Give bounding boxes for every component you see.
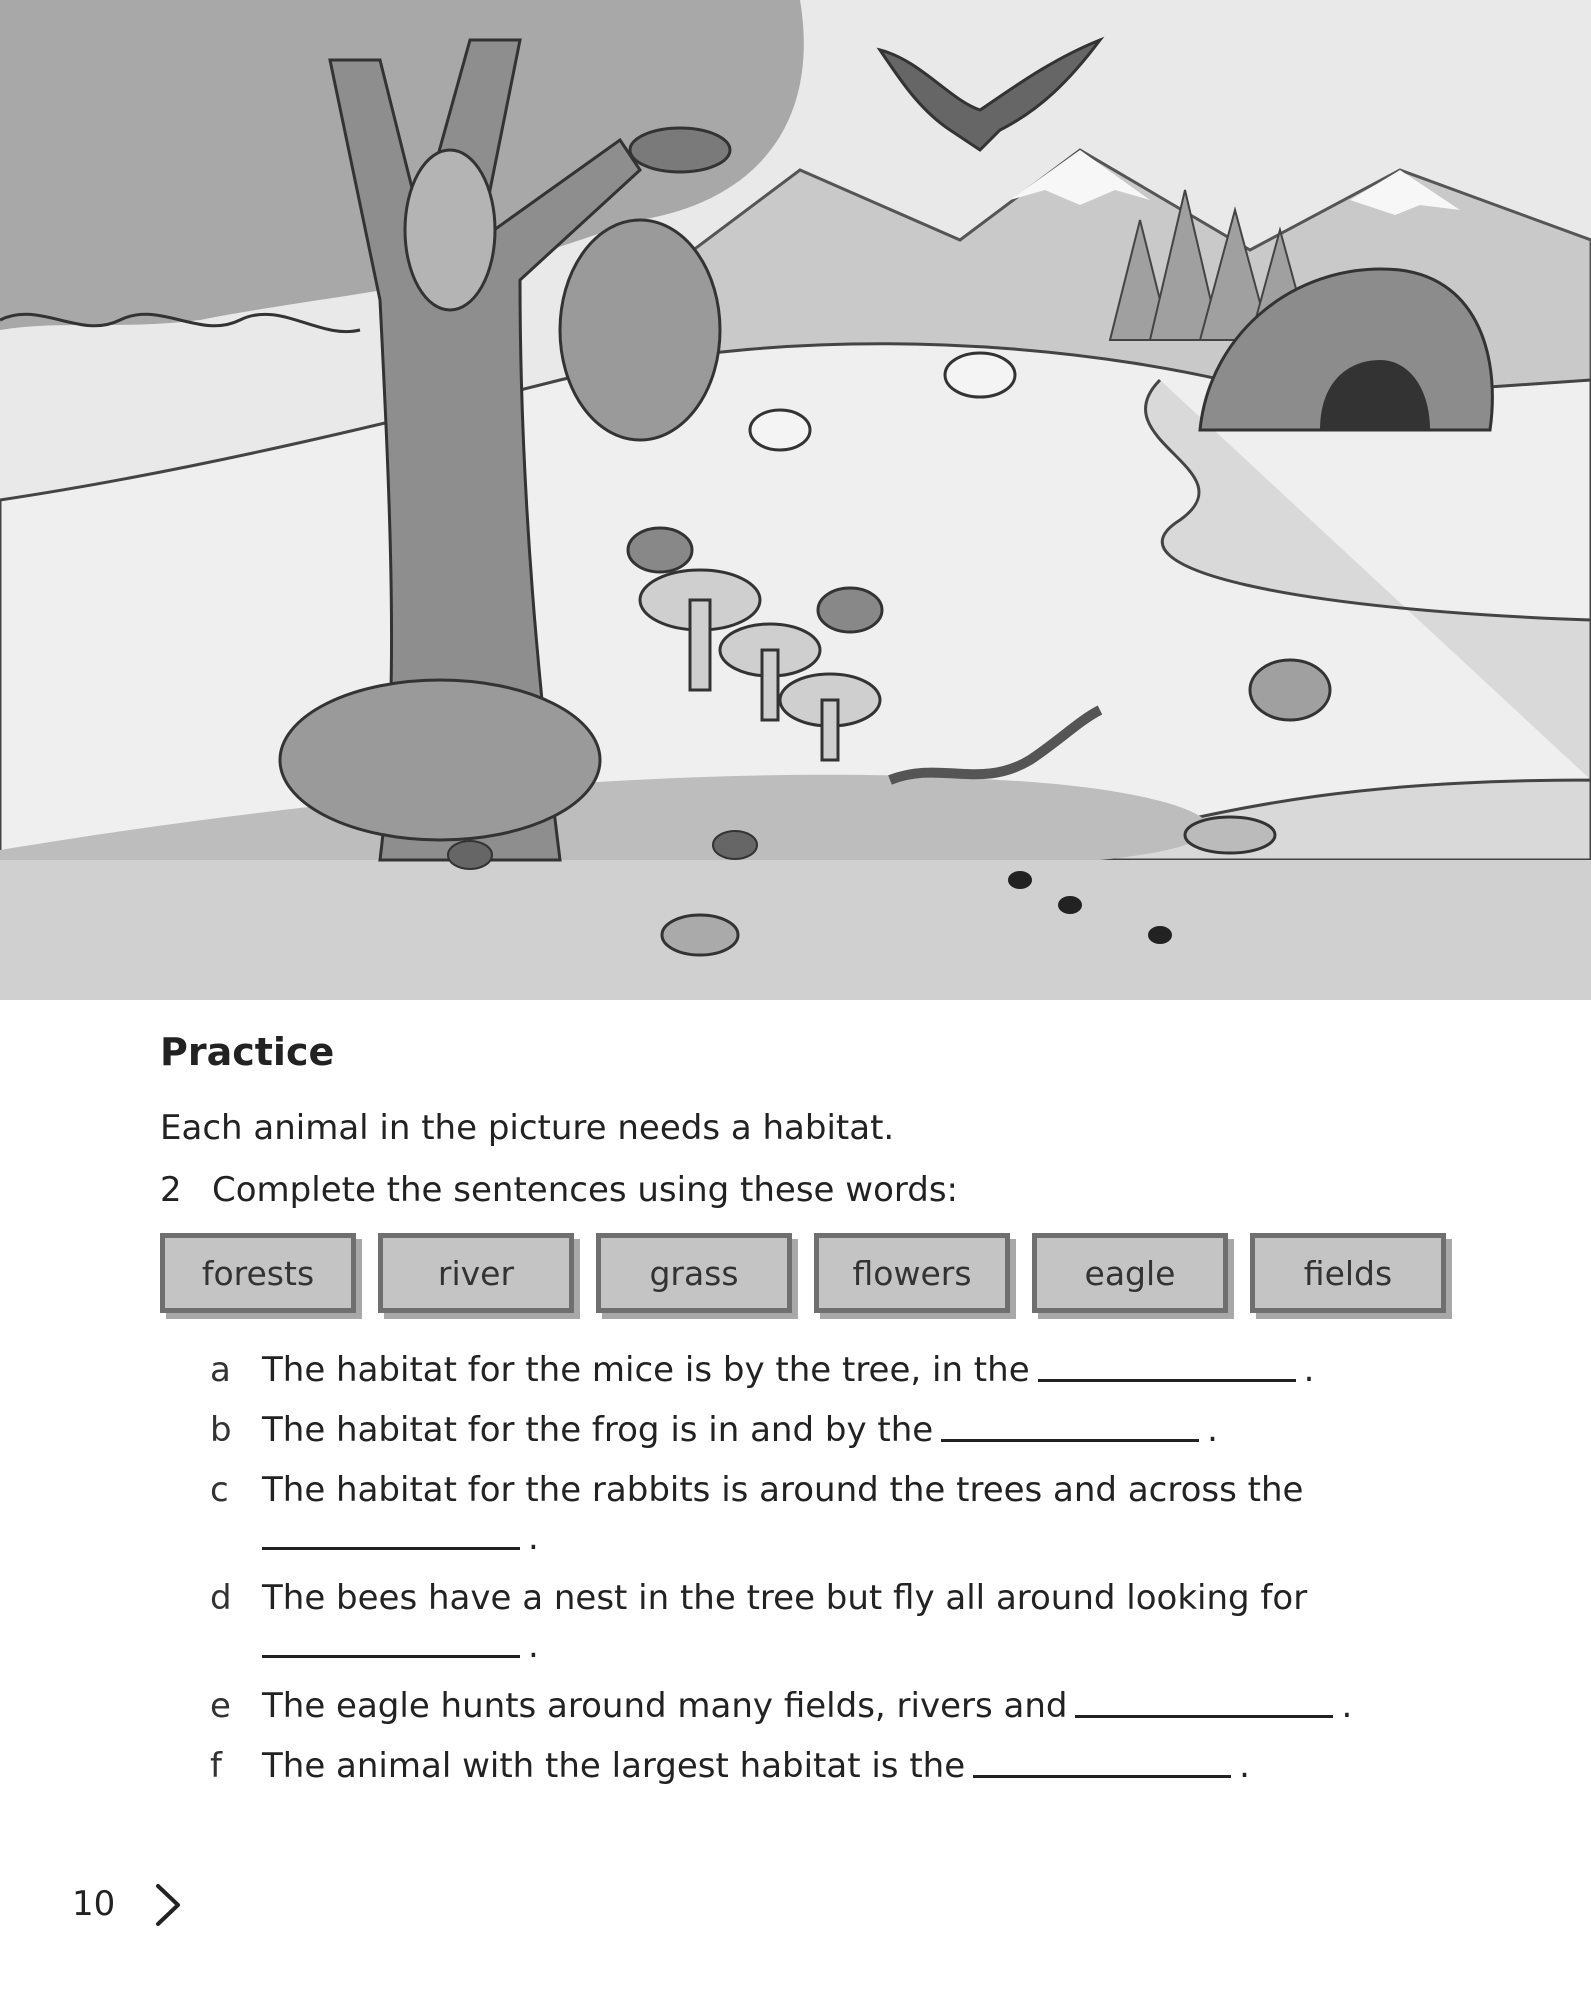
sentence-end: . <box>1239 1746 1250 1786</box>
answer-blank[interactable] <box>262 1547 520 1550</box>
sentence-end: . <box>1303 1350 1315 1390</box>
frog <box>1250 660 1330 720</box>
page-number: 10 <box>72 1884 116 1924</box>
sentence-letter: b <box>210 1410 232 1450</box>
sentence-letter: d <box>210 1578 232 1618</box>
bird-nest <box>630 128 730 172</box>
sentence-end: . <box>528 1626 539 1666</box>
sentence-text: The habitat for the frog is in and by the <box>262 1410 934 1450</box>
mouse <box>448 841 492 869</box>
sentence-end: . <box>1207 1410 1218 1450</box>
rabbit <box>628 528 692 572</box>
bush <box>560 220 720 440</box>
word-bank <box>160 1233 1460 1323</box>
answer-blank[interactable] <box>973 1775 1231 1778</box>
fox <box>945 353 1015 397</box>
chevron-right-icon[interactable] <box>150 1880 186 1930</box>
word-box-river: river <box>378 1233 574 1313</box>
word-box-forests: forests <box>160 1233 356 1313</box>
sentence-d-continuation <box>262 1626 539 1666</box>
sentence-text: The bees have a nest in the tree but fly all around looking for <box>262 1578 1308 1618</box>
sentence-d <box>210 1578 1307 1618</box>
sentence-text: The animal with the largest habitat is the <box>262 1746 966 1786</box>
question-text: Complete the sentences using these words: <box>212 1170 959 1210</box>
mouse <box>713 831 757 859</box>
sentence-end: . <box>1341 1686 1353 1726</box>
sentence-text: The eagle hunts around many fields, rivers and <box>262 1686 1068 1726</box>
answer-blank[interactable] <box>941 1439 1199 1442</box>
sentence-letter: a <box>210 1350 231 1390</box>
word-box-fields: fields <box>1250 1233 1446 1313</box>
sentence-c <box>210 1470 1303 1510</box>
intro-text: Each animal in the picture needs a habitat. <box>160 1108 895 1148</box>
sentence-letter: e <box>210 1686 231 1726</box>
question-2 <box>160 1170 958 1210</box>
fish <box>662 915 738 955</box>
answer-blank[interactable] <box>1038 1379 1296 1382</box>
sentence-text: The habitat for the rabbits is around the trees and across the <box>262 1470 1304 1510</box>
sentence-text: The habitat for the mice is by the tree, in the <box>262 1350 1030 1390</box>
sentence-c-continuation <box>262 1518 539 1558</box>
word-box-flowers: flowers <box>814 1233 1010 1313</box>
fish <box>1185 817 1275 853</box>
sentence-f <box>210 1746 1250 1786</box>
sentence-e <box>210 1686 1352 1726</box>
sentence-a <box>210 1350 1314 1390</box>
sentence-end: . <box>528 1518 539 1558</box>
answer-blank[interactable] <box>1075 1715 1333 1718</box>
water <box>0 860 1591 1000</box>
rabbit <box>750 410 810 450</box>
bush <box>280 680 600 840</box>
sentence-letter: c <box>210 1470 229 1510</box>
rabbit <box>818 588 882 632</box>
answer-blank[interactable] <box>262 1655 520 1658</box>
beehive <box>405 150 495 310</box>
word-box-eagle: eagle <box>1032 1233 1228 1313</box>
sentence-b <box>210 1410 1218 1450</box>
sentence-letter: f <box>210 1746 222 1786</box>
practice-heading: Practice <box>160 1030 335 1074</box>
question-number: 2 <box>160 1170 182 1210</box>
word-box-grass: grass <box>596 1233 792 1313</box>
